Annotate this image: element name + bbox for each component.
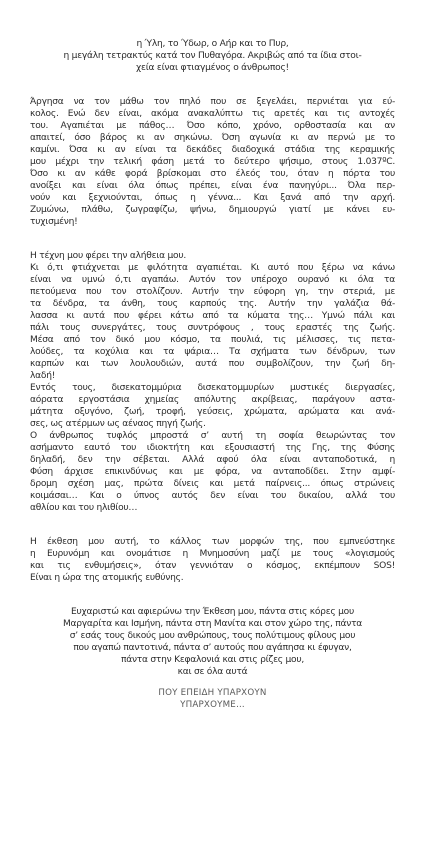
paragraph-line: καρπών και των λουλουδιών, αυτά που συμβολίζουν, την ζωή δη- [30,359,395,369]
paragraph-gap [30,237,395,250]
paragraph-line: και τις ενθυμήσεις», όταν γεννιόταν ο κόσμος, εκπέμπουν SOS! [30,561,395,571]
paragraph-line: μου μέχρι την τελική φάση μετά το δεύτερο ψήσιμο, στους 1.037ºC. [30,157,395,167]
closing-motto [30,687,395,711]
paragraph-line: Είναι η ώρα της ατομικής ευθύνης. [30,573,184,583]
paragraph-line: η μεγάλη τετρακτύς κατά τον Πυθαγόρα. Ακριβώς από τα ίδια στοι- [63,51,362,61]
paragraph-line: Ο άνθρωπος τυφλός μπροστά σ’ αυτή τη σοφία θεωρώντας τον [30,431,395,441]
paragraph-line: ανοίξει και είναι όλα όπως πρέπει, είναι ένα πανηγύρι... Όλα περ- [30,181,395,191]
paragraph-gap [30,83,395,96]
paragraph-line: νούν και ξεχνιούνται, όπως η γέννα... Και ξανά από την αρχή. [30,193,395,203]
paragraph-line: κολος. Ενώ δεν είναι, ακόμα ανακαλύπτω τις αρετές και τις αντοχές [30,109,395,119]
paragraph-line: κοιμάσαι… Και ο ύπνος αυτός δεν είναι του δικαίου, αλλά του [30,491,395,501]
paragraph-line: τυχισμένη! [30,217,78,227]
paragraph-line: του. Αγαπιέται με πάθος… Όσο κόπο, χρόνο, ορθοστασία και αν [30,121,395,131]
paragraph-line: απαιτεί, όσο βάρος κι αν σηκώνω. Όση αγωνία κι αν περνώ με το [30,133,395,143]
paragraph-line: και σε όλα αυτά [177,667,248,677]
paragraph-line: τα δένδρα, τα άνθη, τους καρπούς της. Αυτήν την γαλάζια θά- [30,299,395,309]
paragraph-line: Μαργαρίτα και Ισμήνη, πάντα στη Μανίτα και στον χώρο της, πάντα [62,619,363,629]
paragraph-line: πάντα στην Κεφαλονιά και στις ρίζες μου, [120,655,305,665]
paragraph-line: Η έκθεση μου αυτή, το κάλλος των μορφών της, που εμπνεύστηκε [30,537,395,547]
paragraph-line: η Ύλη, το Ύδωρ, ο Αήρ και το Πυρ, [136,39,289,49]
paragraph [30,250,395,514]
paragraph-line: Άργησα να τον μάθω τον πηλό που σε ξεγελάει, περνιέται για εύ- [30,97,395,107]
paragraph-line: δρομη σχέση μας, πρώτα δίνεις και μετά παίρνεις... όπως στρώνεις [30,479,395,489]
paragraph-line: καμίνι. Όσα κι αν είναι τα δεκάδες διαδοχικά στάδια της κεραμικής [30,145,395,155]
paragraph-line: σ’ εσάς τους δικούς μου ανθρώπους, τους πολύτιμους φίλους μου [69,631,356,641]
paragraph-line: Ευχαριστώ και αφιερώνω την Έκθεση μου, πάντα στις κόρες μου [71,607,354,617]
paragraph-line: πάλι τους συνεργάτες, τους συντρόφους , τους εραστές της ζωής. [30,323,395,333]
paragraph-line: Ζυμώνω, πλάθω, ζωγραφίζω, ψήνω, δημιουργώ γιατί με κάνει ευ- [30,205,395,215]
paragraph [30,96,395,228]
paragraph-line: αόρατα εργοστάσια χημείας απόλυτης ακρίβειας, παράγουν αστα- [30,395,395,405]
paragraph-gap [30,523,395,536]
paragraph-line: λούδες, τα κοχύλια και τα ψάρια… Τα σχήματα των δένδρων, των [30,347,395,357]
paragraph-line: λαδή! [30,371,56,381]
paragraph-line: αθλίου και του ηλιθίου… [30,503,138,513]
paragraph-line: Κι ό,τι φτιάχνεται με φιλότητα αγαπιέται. Κι αυτό που ξέρω να κάνω [30,263,395,273]
paragraph-line: Η τέχνη μου φέρει την αλήθεια μου. [30,251,186,261]
paragraph-gap [30,593,395,606]
closing-line: ΠΟΥ ΕΠΕΙΔΗ ΥΠΑΡΧΟΥΝ [158,688,267,698]
paragraph-line: ασήμαντο εαυτό του ιδιοκτήτη και εξουσιαστή της Γης, της Φύσης [30,443,395,453]
paragraph [30,536,395,584]
paragraph-line: χεία είναι φτιαγμένος ο άνθρωπος! [136,63,289,73]
paragraph-line: Φύση άρχισε επικινδύνως και με φόρα, να ανταποδίδει. Στην αμφί- [30,467,395,477]
paragraph [30,38,395,74]
paragraph-line: Εντός τους, δισεκατομμύρια δισεκατομμυρίων μυστικές διεργασίες, [30,383,395,393]
paragraph-line: Όσο κι αν κάθε φορά βρίσκομαι στο έλεός του, όταν η πόρτα του [30,169,395,179]
paragraph-line: λασσα κι αυτά που φέρει κάτω από τα κύματα της… Υμνώ πάλι και [30,311,395,321]
paragraph [30,606,395,678]
paragraph-line: δηλαδή, δεν την σέβεται. Αλλά αφού όλα είναι ανταποδοτικά, η [30,455,395,465]
paragraph-line: μάτητα οξυγόνο, ζωή, τροφή, γεύσεις, χρώματα, αρώματα και ανά- [30,407,395,417]
document-body [30,38,395,678]
paragraph-line: Μέσα από τον δικό μου κόσμο, τα πουλιά, τις μέλισσες, τις πετα- [30,335,395,345]
closing-line: ΥΠΑΡΧΟΥΜΕ… [180,700,245,710]
paragraph-line: σες, ως ατέρμων ως αέναος πηγή ζωής. [30,419,206,429]
paragraph-line: που αγαπώ παντοτινά, πάντα σ’ αυτούς που αγάπησα κι έφυγαν, [73,643,352,653]
paragraph-line: είναι να υμνώ ό,τι αγαπάω. Αυτόν τον υπέροχο ουρανό κι όλα τα [30,275,395,285]
paragraph-line: η Ευρυνόμη και ονομάτισε η Μνημοσύνη μαζί με τους «λογισμούς [30,549,395,559]
paragraph-line: πετούμενα που τον στολίζουν. Αυτήν την εύφορη γη, την στεριά, με [30,287,395,297]
